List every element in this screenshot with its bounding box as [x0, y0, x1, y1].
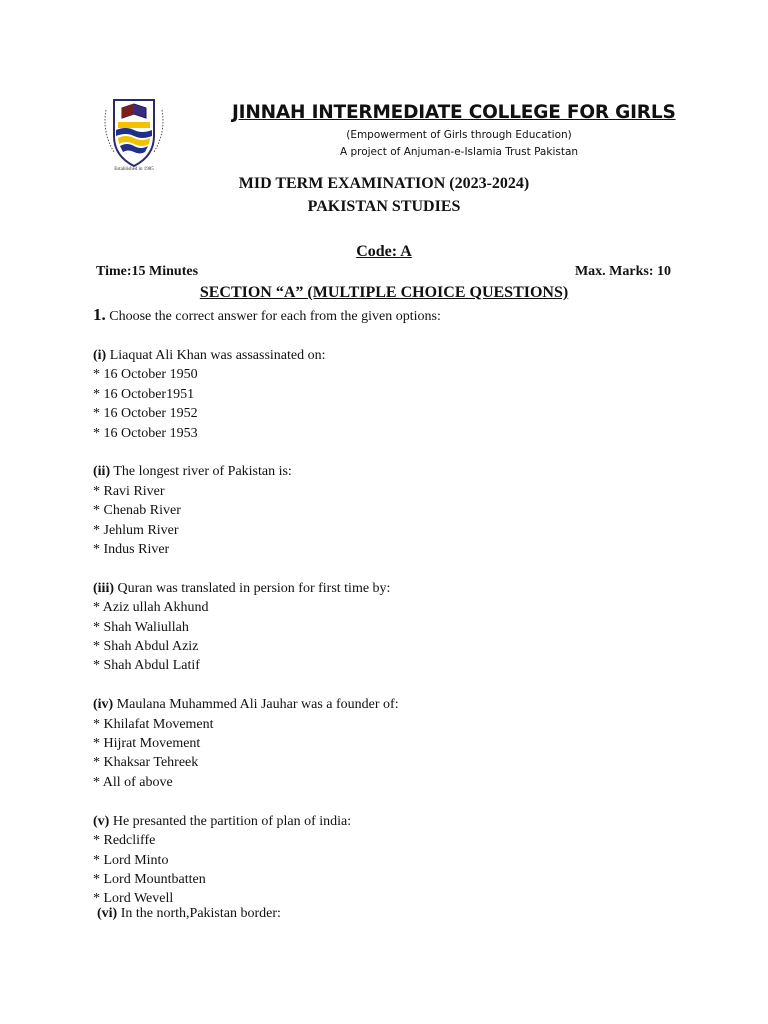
- max-marks: Max. Marks: 10: [574, 264, 671, 279]
- section-title: SECTION “A” (MULTIPLE CHOICE QUESTIONS): [199, 284, 569, 301]
- option: * 16 October 1950: [93, 367, 198, 383]
- option: * Khaksar Tehreek: [93, 755, 199, 771]
- option: * Shah Waliullah: [93, 619, 189, 635]
- exam-subject: PAKISTAN STUDIES: [307, 198, 461, 215]
- option: * Lord Wevell: [93, 891, 174, 907]
- option: * Hijrat Movement: [93, 736, 201, 752]
- option: * Shah Abdul Aziz: [93, 639, 199, 655]
- question-number: (v): [93, 813, 110, 829]
- question-number: (ii): [93, 464, 111, 480]
- question-text: Maulana Muhammed Ali Jauhar was a founder of:: [116, 697, 399, 713]
- option: * 16 October 1952: [93, 406, 198, 422]
- question-text: In the north,Pakistan border:: [120, 906, 281, 921]
- paper-code: Code: A: [356, 243, 412, 260]
- question-text: He presanted the partition of plan of india:: [112, 813, 352, 829]
- option: * Shah Abdul Latif: [93, 658, 200, 674]
- question-3: [93, 579, 693, 676]
- option: * Redcliffe: [93, 833, 156, 849]
- option: * Chenab River: [93, 503, 181, 519]
- question-number: (iv): [93, 697, 114, 713]
- question-5: [93, 812, 693, 909]
- option: * Lord Minto: [93, 852, 169, 868]
- option: * Khilafat Movement: [93, 716, 214, 732]
- option: * 16 October1951: [93, 386, 195, 402]
- question-number: (i): [93, 348, 107, 363]
- college-name: JINNAH INTERMEDIATE COLLEGE FOR GIRLS: [232, 102, 676, 123]
- option: * All of above: [93, 774, 173, 790]
- question-text: The longest river of Pakistan is:: [113, 464, 292, 480]
- option: * Jehlum River: [93, 522, 179, 538]
- college-project-line: A project of Anjuman-e-Islamia Trust Pakistan: [339, 146, 579, 158]
- question-text: Quran was translated in persion for first time by:: [117, 580, 391, 596]
- exam-time: Time:15 Minutes: [96, 264, 199, 279]
- logo-caption: Established in 1985: [114, 167, 154, 172]
- option: * Indus River: [93, 542, 170, 558]
- question-text: Liaquat Ali Khan was assassinated on:: [109, 348, 326, 363]
- question-2: [93, 462, 693, 559]
- question-6: [97, 906, 281, 922]
- option: * Ravi River: [93, 483, 165, 499]
- option: * 16 October 1953: [93, 425, 198, 441]
- instruction-text: Choose the correct answer for each from the given options:: [109, 309, 441, 324]
- option: * Aziz ullah Akhund: [93, 600, 209, 616]
- option: * Lord Mountbatten: [93, 871, 206, 887]
- instruction: [93, 305, 441, 325]
- exam-title: MID TERM EXAMINATION (2023-2024): [238, 175, 530, 192]
- college-tagline: (Empowerment of Girls through Education): [346, 129, 572, 141]
- question-number: (iii): [93, 580, 114, 596]
- instruction-number: 1.: [93, 305, 106, 324]
- question-list: [93, 346, 693, 928]
- question-number: (vi): [97, 906, 118, 921]
- question-1: [93, 346, 693, 443]
- question-4: [93, 695, 693, 792]
